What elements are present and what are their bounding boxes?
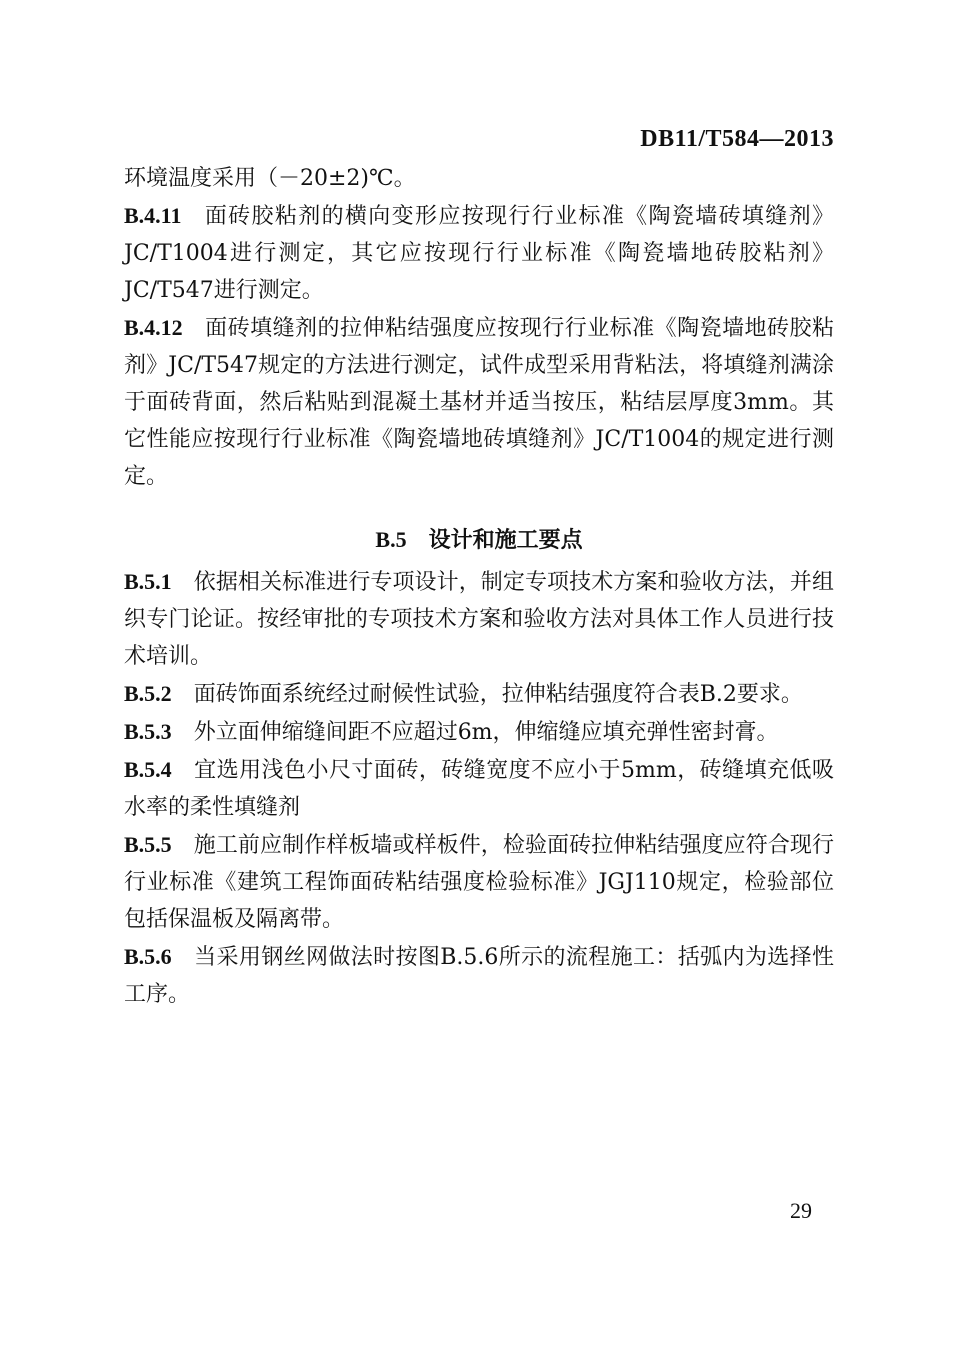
clause-b-5-3 [124,713,834,751]
clause-b-5-6 [124,938,834,1013]
clause-text: 宜选用浅色小尺寸面砖，砖缝宽度不应小于5mm，砖缝填充低吸水率的柔性填缝剂 [124,758,834,820]
section-heading-b5 [124,521,834,559]
clause-number: B.5.5 [124,832,172,857]
clause-number: B.5.6 [124,944,172,969]
clause-number: B.4.11 [124,203,182,228]
document-body [124,160,834,1013]
clause-b-5-1 [124,563,834,675]
clause-text: 依据相关标准进行专项设计，制定专项技术方案和验收方法，并组织专门论证。按经审批的专项技术方案和验收方法对具体工作人员进行技术培训。 [124,570,834,669]
clause-b-5-4 [124,751,834,826]
section-title: 设计和施工要点 [428,527,583,553]
clause-text: 外立面伸缩缝间距不应超过6m，伸缩缝应填充弹性密封膏。 [193,720,779,745]
clause-text: 面砖填缝剂的拉伸粘结强度应按现行行业标准《陶瓷墙地砖胶粘剂》JC/T547规定的方法进行测定，试件成型采用背粘法，将填缝剂满涂于面砖背面，然后粘贴到混凝土基材并适当按压，粘结层厚度3mm。其它性能应按现行行业标准《陶瓷墙地砖填缝剂》JC/T1004的规定进行测定。 [124,316,834,489]
clause-text: 施工前应制作样板墙或样板件，检验面砖拉伸粘结强度应符合现行行业标准《建筑工程饰面砖粘结强度检验标准》JGJ110规定，检验部位包括保温板及隔离带。 [124,833,834,932]
clause-b-4-11 [124,197,834,309]
clause-number: B.5.1 [124,569,172,594]
clause-text: 面砖饰面系统经过耐候性试验，拉伸粘结强度符合表B.2要求。 [193,682,803,707]
clause-text: 当采用钢丝网做法时按图B.5.6所示的流程施工：括弧内为选择性工序。 [124,945,834,1007]
intro-paragraph: 环境温度采用（－20±2)℃。 [124,166,416,191]
clause-number: B.5.2 [124,681,172,706]
clause-number: B.5.3 [124,719,172,744]
clause-b-4-12 [124,309,834,495]
clause-b-5-2 [124,675,834,713]
clause-number: B.5.4 [124,757,172,782]
section-number: B.5 [375,527,407,552]
standard-code: DB11/T584—2013 [640,126,834,152]
clause-b-5-5 [124,826,834,938]
page-number: 29 [790,1198,812,1223]
clause-number: B.4.12 [124,315,183,340]
clause-text: 面砖胶粘剂的横向变形应按现行行业标准《陶瓷墙砖填缝剂》JC/T1004进行测定，其它应按现行行业标准《陶瓷墙地砖胶粘剂》JC/T547进行测定。 [124,204,834,303]
